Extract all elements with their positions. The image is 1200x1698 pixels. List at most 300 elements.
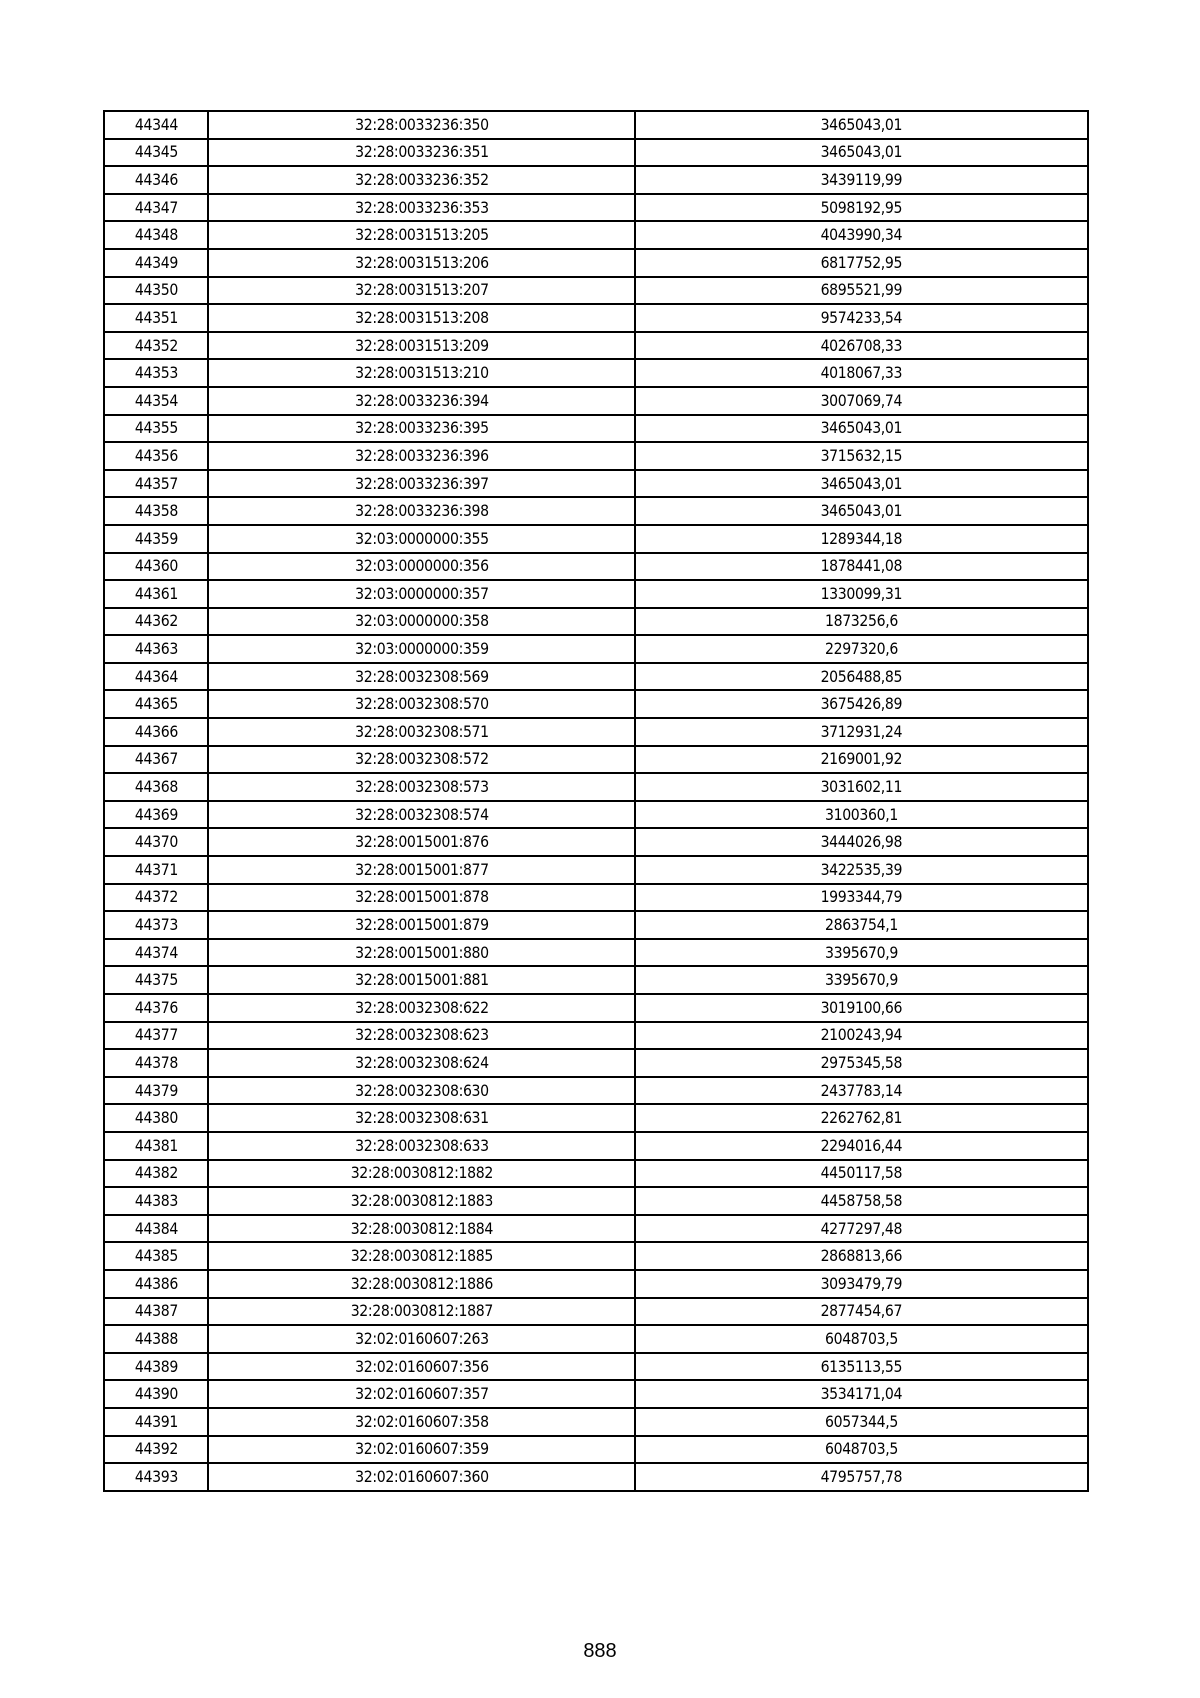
cell-text: 44350 (134, 280, 178, 300)
cadastral-number-cell (208, 1436, 635, 1464)
table-row (104, 635, 1088, 663)
cell-text: 1993344,79 (820, 887, 903, 907)
cell-text: 3093479,79 (820, 1273, 903, 1293)
cell-text: 2100243,94 (820, 1025, 903, 1045)
table-row (104, 580, 1088, 608)
cadastral-number-cell (208, 332, 635, 360)
value-cell (635, 828, 1088, 856)
value-cell (635, 939, 1088, 967)
table-row (104, 1049, 1088, 1077)
cell-text: 44374 (134, 942, 178, 962)
cell-text: 32:03:0000000:359 (354, 639, 489, 659)
cadastral-number-cell (208, 1325, 635, 1353)
value-cell (635, 884, 1088, 912)
cell-text: 32:03:0000000:355 (354, 528, 489, 548)
table-row (104, 746, 1088, 774)
cell-text: 44354 (134, 390, 178, 410)
cell-text: 32:28:0032308:630 (354, 1080, 489, 1100)
cell-text: 3465043,01 (820, 114, 903, 134)
cell-text: 32:02:0160607:263 (354, 1328, 489, 1348)
cadastral-number-cell (208, 994, 635, 1022)
cadastral-number-cell (208, 911, 635, 939)
cell-text: 32:28:0033236:396 (354, 445, 489, 465)
cell-text: 44391 (134, 1411, 178, 1431)
cell-text: 32:02:0160607:359 (354, 1439, 489, 1459)
cell-text: 32:28:0015001:878 (354, 887, 489, 907)
table-row (104, 1436, 1088, 1464)
cell-text: 44349 (134, 252, 178, 272)
table-row (104, 111, 1088, 139)
cell-text: 44377 (134, 1025, 178, 1045)
row-number-cell (104, 1436, 208, 1464)
cadastral-number-cell (208, 690, 635, 718)
cell-text: 32:02:0160607:358 (354, 1411, 489, 1431)
value-cell (635, 1408, 1088, 1436)
cadastral-number-cell (208, 1022, 635, 1050)
cell-text: 44372 (134, 887, 178, 907)
row-number-cell (104, 663, 208, 691)
cell-text: 44376 (134, 997, 178, 1017)
value-cell (635, 249, 1088, 277)
value-cell (635, 1325, 1088, 1353)
cadastral-number-cell (208, 773, 635, 801)
cell-text: 44393 (134, 1466, 178, 1486)
row-number-cell (104, 635, 208, 663)
row-number-cell (104, 553, 208, 581)
cadastral-number-cell (208, 884, 635, 912)
value-cell (635, 470, 1088, 498)
row-number-cell (104, 1242, 208, 1270)
table-row (104, 442, 1088, 470)
row-number-cell (104, 359, 208, 387)
cell-text: 3465043,01 (820, 473, 903, 493)
cell-text: 4043990,34 (820, 225, 903, 245)
table-row (104, 939, 1088, 967)
cell-text: 32:28:0030812:1885 (350, 1246, 493, 1266)
cell-text: 44378 (134, 1052, 178, 1072)
cell-text: 6048703,5 (825, 1439, 898, 1459)
cell-text: 4018067,33 (820, 363, 903, 383)
table-row (104, 166, 1088, 194)
cell-text: 32:28:0015001:880 (354, 942, 489, 962)
cell-text: 1289344,18 (820, 528, 903, 548)
cell-text: 44383 (134, 1190, 178, 1210)
table-row (104, 608, 1088, 636)
cell-text: 32:28:0032308:623 (354, 1025, 489, 1045)
cell-text: 3395670,9 (825, 970, 898, 990)
table-row (104, 525, 1088, 553)
cell-text: 3715632,15 (820, 445, 903, 465)
value-cell (635, 442, 1088, 470)
cell-text: 2868813,66 (820, 1246, 903, 1266)
cell-text: 6895521,99 (820, 280, 903, 300)
cell-text: 2294016,44 (820, 1135, 903, 1155)
cadastral-number-cell (208, 497, 635, 525)
cell-text: 32:28:0032308:570 (354, 694, 489, 714)
value-cell (635, 1436, 1088, 1464)
cell-text: 3465043,01 (820, 418, 903, 438)
cell-text: 32:28:0032308:569 (354, 666, 489, 686)
table-row (104, 359, 1088, 387)
table-body (104, 111, 1088, 1491)
cadastral-number-cell (208, 939, 635, 967)
value-cell (635, 1104, 1088, 1132)
cell-text: 32:28:0030812:1883 (350, 1190, 493, 1210)
cell-text: 2877454,67 (820, 1301, 903, 1321)
value-cell (635, 277, 1088, 305)
cell-text: 44388 (134, 1328, 178, 1348)
cell-text: 32:28:0033236:350 (354, 114, 489, 134)
cell-text: 44345 (134, 142, 178, 162)
row-number-cell (104, 497, 208, 525)
cell-text: 32:02:0160607:360 (354, 1466, 489, 1486)
table-row (104, 194, 1088, 222)
cell-text: 44382 (134, 1163, 178, 1183)
cell-text: 32:03:0000000:357 (354, 583, 489, 603)
cell-text: 32:28:0031513:206 (354, 252, 489, 272)
cell-text: 4795757,78 (820, 1466, 903, 1486)
cadastral-number-cell (208, 580, 635, 608)
cell-text: 2975345,58 (820, 1052, 903, 1072)
row-number-cell (104, 1022, 208, 1050)
value-cell (635, 415, 1088, 443)
cell-text: 1873256,6 (825, 611, 898, 631)
row-number-cell (104, 1298, 208, 1326)
value-cell (635, 1022, 1088, 1050)
cell-text: 4450117,58 (820, 1163, 903, 1183)
row-number-cell (104, 718, 208, 746)
cell-text: 4458758,58 (820, 1190, 903, 1210)
table-row (104, 884, 1088, 912)
row-number-cell (104, 1325, 208, 1353)
cadastral-number-cell (208, 1380, 635, 1408)
table-row (104, 221, 1088, 249)
table-row (104, 773, 1088, 801)
cell-text: 32:28:0031513:210 (354, 363, 489, 383)
cell-text: 3031602,11 (820, 777, 903, 797)
value-cell (635, 1353, 1088, 1381)
cell-text: 32:28:0030812:1887 (350, 1301, 493, 1321)
table-row (104, 332, 1088, 360)
table-row (104, 1187, 1088, 1215)
value-cell (635, 690, 1088, 718)
row-number-cell (104, 332, 208, 360)
table-row (104, 1077, 1088, 1105)
table-row (104, 994, 1088, 1022)
cell-text: 4277297,48 (820, 1218, 903, 1238)
value-cell (635, 1463, 1088, 1491)
cell-text: 32:28:0030812:1884 (350, 1218, 493, 1238)
value-cell (635, 387, 1088, 415)
cell-text: 44358 (134, 501, 178, 521)
cell-text: 44365 (134, 694, 178, 714)
value-cell (635, 1242, 1088, 1270)
cell-text: 44355 (134, 418, 178, 438)
cell-text: 32:28:0032308:631 (354, 1108, 489, 1128)
cell-text: 2056488,85 (820, 666, 903, 686)
table-row (104, 304, 1088, 332)
table-row (104, 1380, 1088, 1408)
row-number-cell (104, 1215, 208, 1243)
row-number-cell (104, 1049, 208, 1077)
cadastral-number-cell (208, 553, 635, 581)
cell-text: 2169001,92 (820, 749, 903, 769)
value-cell (635, 332, 1088, 360)
row-number-cell (104, 1353, 208, 1381)
value-cell (635, 166, 1088, 194)
cell-text: 3019100,66 (820, 997, 903, 1017)
cadastral-number-cell (208, 718, 635, 746)
cell-text: 32:28:0033236:398 (354, 501, 489, 521)
row-number-cell (104, 1160, 208, 1188)
value-cell (635, 911, 1088, 939)
cell-text: 2297320,6 (825, 639, 898, 659)
cell-text: 2262762,81 (820, 1108, 903, 1128)
table-row (104, 1270, 1088, 1298)
cell-text: 44392 (134, 1439, 178, 1459)
table-row (104, 1408, 1088, 1436)
row-number-cell (104, 415, 208, 443)
cadastral-number-cell (208, 635, 635, 663)
cell-text: 2437783,14 (820, 1080, 903, 1100)
cell-text: 32:02:0160607:357 (354, 1384, 489, 1404)
cell-text: 3465043,01 (820, 142, 903, 162)
table-row (104, 690, 1088, 718)
cell-text: 32:28:0031513:205 (354, 225, 489, 245)
cadastral-number-cell (208, 470, 635, 498)
cell-text: 3712931,24 (820, 721, 903, 741)
cell-text: 3465043,01 (820, 501, 903, 521)
cell-text: 9574233,54 (820, 307, 903, 327)
row-number-cell (104, 166, 208, 194)
cell-text: 32:28:0032308:622 (354, 997, 489, 1017)
row-number-cell (104, 911, 208, 939)
value-cell (635, 635, 1088, 663)
cell-text: 44384 (134, 1218, 178, 1238)
table-row (104, 1132, 1088, 1160)
row-number-cell (104, 442, 208, 470)
cell-text: 44364 (134, 666, 178, 686)
cadastral-number-cell (208, 194, 635, 222)
cell-text: 44359 (134, 528, 178, 548)
value-cell (635, 856, 1088, 884)
cell-text: 32:28:0031513:208 (354, 307, 489, 327)
cadastral-number-cell (208, 111, 635, 139)
cell-text: 32:28:0015001:877 (354, 859, 489, 879)
cell-text: 32:28:0015001:879 (354, 915, 489, 935)
cell-text: 44344 (134, 114, 178, 134)
table-row (104, 415, 1088, 443)
cell-text: 44389 (134, 1356, 178, 1376)
table-row (104, 1353, 1088, 1381)
cadastral-number-cell (208, 828, 635, 856)
cell-text: 32:28:0032308:571 (354, 721, 489, 741)
row-number-cell (104, 966, 208, 994)
value-cell (635, 773, 1088, 801)
cell-text: 32:28:0030812:1882 (350, 1163, 493, 1183)
cell-text: 32:28:0033236:394 (354, 390, 489, 410)
cell-text: 44367 (134, 749, 178, 769)
row-number-cell (104, 1077, 208, 1105)
page-number: 888 (583, 1640, 617, 1662)
row-number-cell (104, 304, 208, 332)
row-number-cell (104, 387, 208, 415)
table-row (104, 663, 1088, 691)
cadastral-number-cell (208, 442, 635, 470)
cadastral-number-cell (208, 359, 635, 387)
cell-text: 44357 (134, 473, 178, 493)
cell-text: 6817752,95 (820, 252, 903, 272)
cell-text: 32:28:0032308:573 (354, 777, 489, 797)
cadastral-number-cell (208, 304, 635, 332)
cadastral-number-cell (208, 1132, 635, 1160)
table-row (104, 828, 1088, 856)
cadastral-number-cell (208, 221, 635, 249)
table-row (104, 856, 1088, 884)
row-number-cell (104, 828, 208, 856)
cell-text: 44375 (134, 970, 178, 990)
cell-text: 32:28:0032308:633 (354, 1135, 489, 1155)
cadastral-number-cell (208, 1187, 635, 1215)
value-cell (635, 1132, 1088, 1160)
cadastral-number-cell (208, 1160, 635, 1188)
value-cell (635, 718, 1088, 746)
cell-text: 32:03:0000000:356 (354, 556, 489, 576)
row-number-cell (104, 111, 208, 139)
table-row (104, 277, 1088, 305)
cell-text: 44363 (134, 639, 178, 659)
value-cell (635, 663, 1088, 691)
cadastral-number-cell (208, 856, 635, 884)
cell-text: 44379 (134, 1080, 178, 1100)
cadastral-number-cell (208, 1463, 635, 1491)
cadastral-number-cell (208, 415, 635, 443)
cell-text: 44348 (134, 225, 178, 245)
cell-text: 44361 (134, 583, 178, 603)
cell-text: 44356 (134, 445, 178, 465)
cell-text: 32:02:0160607:356 (354, 1356, 489, 1376)
cadastral-number-cell (208, 139, 635, 167)
row-number-cell (104, 139, 208, 167)
cell-text: 2863754,1 (825, 915, 898, 935)
cell-text: 44346 (134, 169, 178, 189)
cell-text: 32:28:0033236:351 (354, 142, 489, 162)
value-cell (635, 994, 1088, 1022)
value-cell (635, 1215, 1088, 1243)
row-number-cell (104, 994, 208, 1022)
value-cell (635, 497, 1088, 525)
cell-text: 3395670,9 (825, 942, 898, 962)
row-number-cell (104, 277, 208, 305)
cell-text: 32:28:0015001:876 (354, 832, 489, 852)
cell-text: 44352 (134, 335, 178, 355)
table-row (104, 1022, 1088, 1050)
value-cell (635, 194, 1088, 222)
row-number-cell (104, 801, 208, 829)
cell-text: 32:28:0015001:881 (354, 970, 489, 990)
value-cell (635, 1380, 1088, 1408)
value-cell (635, 553, 1088, 581)
value-cell (635, 304, 1088, 332)
cadastral-number-cell (208, 746, 635, 774)
table-row (104, 249, 1088, 277)
row-number-cell (104, 773, 208, 801)
cell-text: 32:28:0032308:574 (354, 804, 489, 824)
cadastral-number-cell (208, 663, 635, 691)
cell-text: 32:28:0033236:353 (354, 197, 489, 217)
cadastral-number-cell (208, 166, 635, 194)
table-row (104, 387, 1088, 415)
cell-text: 44351 (134, 307, 178, 327)
row-number-cell (104, 856, 208, 884)
table-row (104, 1242, 1088, 1270)
table-row (104, 1463, 1088, 1491)
table-row (104, 801, 1088, 829)
table-row (104, 1104, 1088, 1132)
value-cell (635, 1298, 1088, 1326)
cell-text: 3534171,04 (820, 1384, 903, 1404)
value-cell (635, 608, 1088, 636)
cell-text: 44362 (134, 611, 178, 631)
value-cell (635, 525, 1088, 553)
cell-text: 44353 (134, 363, 178, 383)
table-row (104, 1325, 1088, 1353)
cell-text: 44387 (134, 1301, 178, 1321)
cell-text: 44368 (134, 777, 178, 797)
row-number-cell (104, 525, 208, 553)
cell-text: 32:28:0033236:395 (354, 418, 489, 438)
cell-text: 32:03:0000000:358 (354, 611, 489, 631)
cell-text: 3675426,89 (820, 694, 903, 714)
cell-text: 1878441,08 (820, 556, 903, 576)
cadastral-number-cell (208, 1104, 635, 1132)
row-number-cell (104, 690, 208, 718)
row-number-cell (104, 249, 208, 277)
cadastral-value-table (103, 110, 1089, 1492)
row-number-cell (104, 1270, 208, 1298)
cell-text: 6057344,5 (825, 1411, 898, 1431)
cell-text: 44381 (134, 1135, 178, 1155)
value-cell (635, 746, 1088, 774)
row-number-cell (104, 608, 208, 636)
cell-text: 32:28:0031513:209 (354, 335, 489, 355)
table-row (104, 718, 1088, 746)
value-cell (635, 580, 1088, 608)
row-number-cell (104, 1104, 208, 1132)
cell-text: 44369 (134, 804, 178, 824)
value-cell (635, 1077, 1088, 1105)
table-row (104, 553, 1088, 581)
value-cell (635, 221, 1088, 249)
table-row (104, 966, 1088, 994)
cell-text: 44386 (134, 1273, 178, 1293)
cell-text: 5098192,95 (820, 197, 903, 217)
cell-text: 32:28:0033236:352 (354, 169, 489, 189)
table-row (104, 1298, 1088, 1326)
cell-text: 3007069,74 (820, 390, 903, 410)
cadastral-number-cell (208, 1077, 635, 1105)
cell-text: 3100360,1 (825, 804, 898, 824)
cadastral-number-cell (208, 525, 635, 553)
row-number-cell (104, 746, 208, 774)
cadastral-number-cell (208, 1242, 635, 1270)
cell-text: 4026708,33 (820, 335, 903, 355)
cell-text: 32:28:0031513:207 (354, 280, 489, 300)
cell-text: 6048703,5 (825, 1328, 898, 1348)
cadastral-number-cell (208, 277, 635, 305)
cell-text: 44373 (134, 915, 178, 935)
table-row (104, 1215, 1088, 1243)
